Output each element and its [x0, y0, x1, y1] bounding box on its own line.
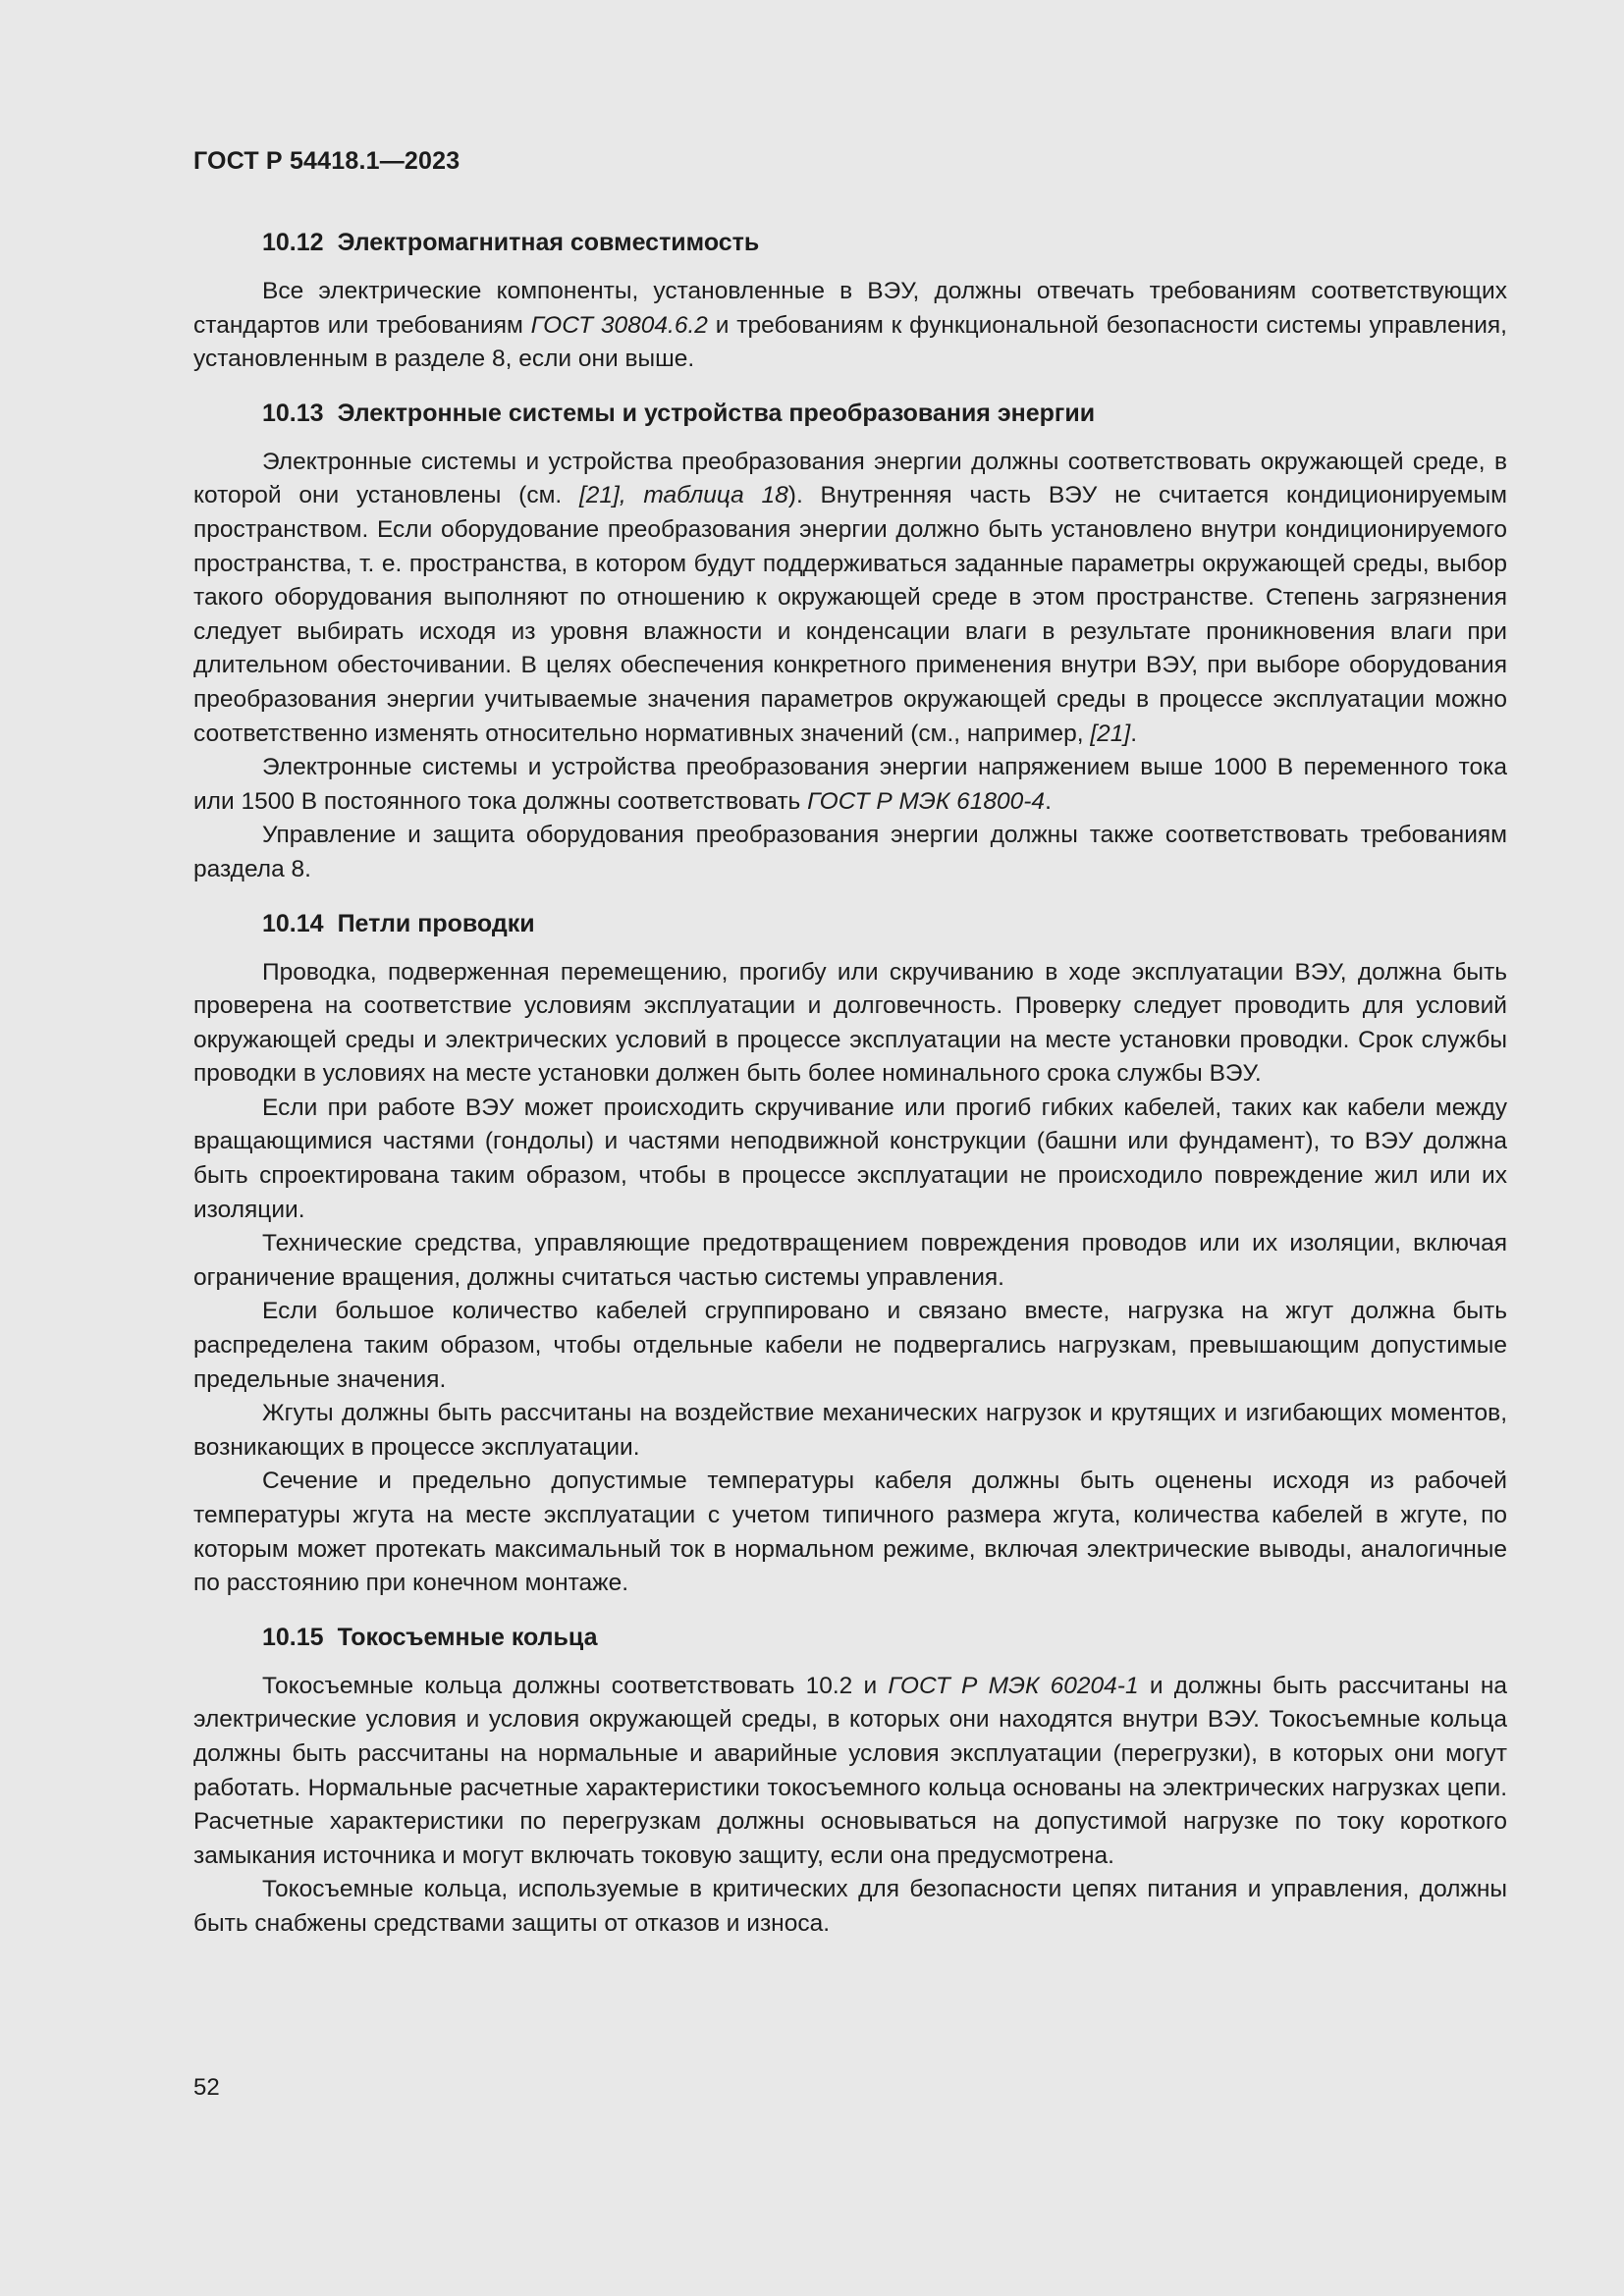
section-number: 10.15 [262, 1623, 324, 1651]
paragraph: Проводка, подверженная перемещению, прогибу или скручиванию в ходе эксплуатации ВЭУ, должна быть проверена на соответствие условиям эксплуатации и долговечность. Проверку следует проводить для условий окружающей среды и электрических условий в процессе эксплуатации на месте установки проводки. Срок службы проводки в условиях на месте установки должен быть более номинального срока службы ВЭУ. [193, 958, 1507, 1088]
paragraph-text: ). Внутренняя часть ВЭУ не считается кондиционируемым пространством. Если оборудование преобразования энергии должно быть установлено внутри кондиционируемого пространства, т. е. пространства, в котором будут поддерживаться заданные параметры окружающей среды, выбор такого оборудования выполняют по отношению к окружающей среде в этом пространстве. Степень загрязнения следует выбирать исходя из уровня влажности и конденсации влаги в результате проникновения влаги при длительном обесточивании. В целях обеспечения конкретного применения внутри ВЭУ, при выборе оборудования преобразования энергии учитываемые значения параметров окружающей среды в процессе эксплуатации можно соответственно изменять относительно нормативных значений (см., например, [193, 482, 1507, 747]
section-heading [193, 399, 1507, 428]
paragraph: Сечение и предельно допустимые температуры кабеля должны быть оценены исходя из рабочей температуры жгута на месте эксплуатации с учетом типичного размера жгута, количества кабелей в жгуте, по которым может протекать максимальный ток в нормальном режиме, включая электрические выводы, аналогичные по расстоянию при конечном монтаже. [193, 1468, 1507, 1597]
paragraph-text: и требованиям к функциональной безопасности системы управления, установленным в разделе 8, если они выше. [193, 311, 1507, 373]
document-page [193, 0, 1507, 2296]
bibliography-reference: [21], таблица 18 [578, 482, 788, 509]
section-10-14 [193, 909, 1507, 1601]
document-body [193, 228, 1507, 1942]
section-number: 10.13 [262, 399, 324, 427]
paragraph: Управление и защита оборудования преобразования энергии должны также соответствовать требованиям раздела 8. [193, 822, 1507, 882]
section-heading [193, 228, 1507, 257]
paragraph-text: Электронные системы и устройства преобразования энергии напряжением выше 1000 В переменного тока или 1500 В постоянного тока должны соответствовать [193, 754, 1507, 815]
section-heading [193, 1623, 1507, 1652]
paragraph-text: . [1045, 787, 1052, 815]
section-title: Токосъемные кольца [337, 1623, 598, 1651]
standard-reference: ГОСТ Р МЭК 61800-4 [807, 787, 1046, 815]
paragraph-text: . [1130, 720, 1138, 747]
standard-designation: ГОСТ Р 54418.1—2023 [193, 147, 460, 175]
standard-reference: ГОСТ 30804.6.2 [530, 311, 708, 339]
paragraph [193, 751, 1507, 819]
paragraph: Жгуты должны быть рассчитаны на воздействие механических нагрузок и крутящих и изгибающих моментов, возникающих в процессе эксплуатации. [193, 1400, 1507, 1461]
paragraph-text: Токосъемные кольца должны соответствовать 10.2 и [262, 1672, 889, 1699]
paragraph-text: и должны быть рассчитаны на электрические условия и условия окружающей среды, в которых они находятся внутри ВЭУ. Токосъемные кольца должны быть рассчитаны на нормальные и аварийные условия эксплуатации (перегрузки), в которых они могут работать. Нормальные расчетные характеристики токосъемного кольца основаны на электрических нагрузках цепи. Расчетные характеристики по перегрузкам должны основываться на допустимой нагрузке по току короткого замыкания источника и могут включать токовую защиту, если она предусмотрена. [193, 1672, 1508, 1869]
section-number: 10.14 [262, 909, 324, 937]
section-title: Электромагнитная совместимость [337, 229, 760, 256]
section-heading [193, 909, 1507, 938]
section-10-12 [193, 228, 1507, 377]
paragraph-text: Электронные системы и устройства преобразования энергии должны соответствовать окружающей среде, в которой они установлены (см. [193, 448, 1507, 509]
section-10-13 [193, 399, 1507, 887]
paragraph: Если большое количество кабелей сгруппировано и связано вместе, нагрузка на жгут должна быть распределена таким образом, чтобы отдельные кабели не подвергались нагрузкам, превышающим допустимые предельные значения. [193, 1298, 1507, 1393]
section-title: Электронные системы и устройства преобразования энергии [337, 399, 1096, 427]
paragraph [193, 1670, 1507, 1874]
paragraph: Технические средства, управляющие предотвращением повреждения проводов или их изоляции, включая ограничение вращения, должны считаться частью системы управления. [193, 1230, 1507, 1291]
section-10-15 [193, 1623, 1507, 1942]
bibliography-reference: [21] [1090, 720, 1131, 747]
page-number: 52 [193, 2074, 220, 2101]
paragraph-text: Все электрические компоненты, установленные в ВЭУ, должны отвечать требованиям соответствующих стандартов или требованиям [193, 278, 1507, 339]
paragraph: Если при работе ВЭУ может происходить скручивание или прогиб гибких кабелей, таких как кабели между вращающимися частями (гондолы) и частями неподвижной конструкции (башни или фундамент), то ВЭУ должна быть спроектирована таким образом, чтобы в процессе эксплуатации не происходило повреждение жил или их изоляции. [193, 1094, 1507, 1223]
standard-reference: ГОСТ Р МЭК 60204-1 [888, 1672, 1139, 1699]
section-title: Петли проводки [337, 909, 535, 937]
paragraph [193, 446, 1507, 751]
section-number: 10.12 [262, 229, 324, 256]
paragraph [193, 275, 1507, 377]
paragraph: Токосъемные кольца, используемые в критических для безопасности цепях питания и управления, должны быть снабжены средствами защиты от отказов и износа. [193, 1876, 1507, 1937]
